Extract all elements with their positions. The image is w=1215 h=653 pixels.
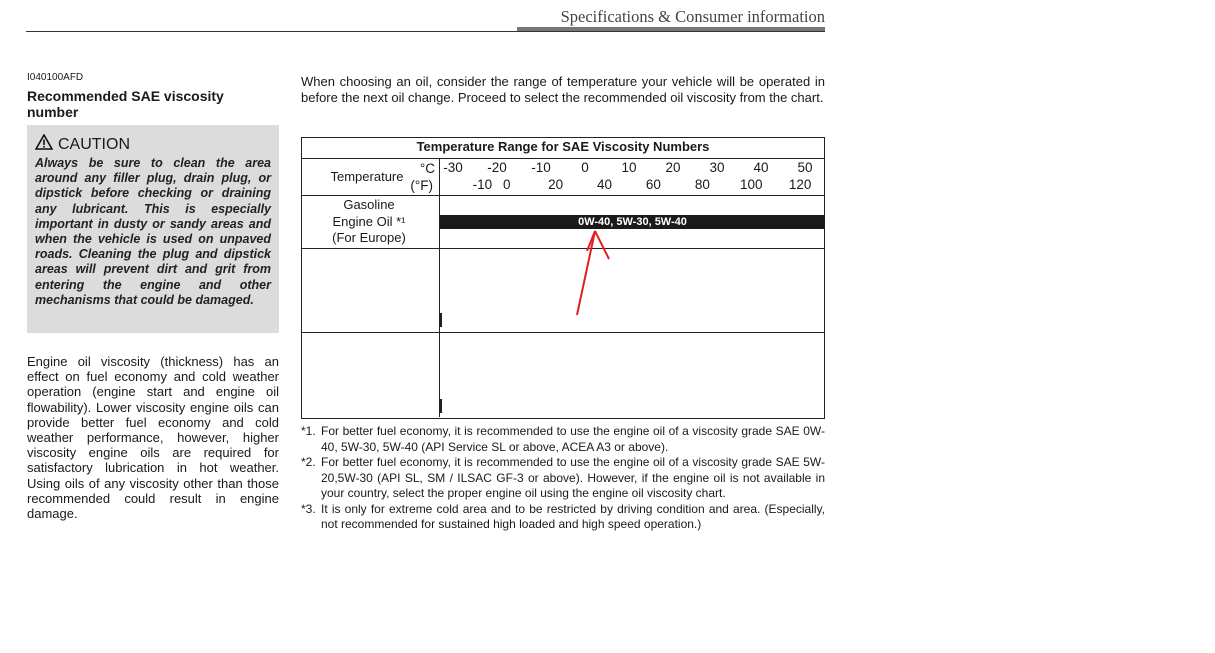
footnotes (301, 424, 825, 533)
chart-title: Temperature Range for SAE Viscosity Numbers (416, 139, 710, 154)
section-title: Recommended SAE viscosity number (27, 88, 224, 120)
fahrenheit-tick-label: 120 (788, 177, 812, 192)
fahrenheit-tick-label: -10 (472, 177, 493, 192)
fahrenheit-tick-label: 100 (739, 177, 763, 192)
celsius-tick-label: -20 (487, 160, 507, 175)
row-marker (439, 399, 442, 413)
fahrenheit-unit: (°F) (410, 178, 433, 193)
warning-triangle-icon (35, 134, 58, 155)
row-label-line: Engine Oil *¹ (332, 213, 406, 229)
row2-divider (301, 332, 825, 333)
celsius-tick-label: 40 (753, 160, 769, 175)
fahrenheit-tick-label: 20 (548, 177, 564, 192)
footnote (301, 502, 825, 533)
caution-label: CAUTION (58, 135, 130, 153)
row1-divider (301, 248, 825, 249)
celsius-tick-label: 30 (709, 160, 725, 175)
caution-heading (35, 134, 130, 155)
viscosity-grade-label: 0W-40, 5W-30, 5W-40 (578, 216, 687, 228)
header-divider (301, 195, 825, 196)
red-arrow-annotation (571, 227, 631, 317)
footnote-mark: *1. (301, 424, 316, 438)
celsius-tick-label: 50 (797, 160, 813, 175)
footnote-text: It is only for extreme cold area and to be restricted by driving condition and area. (Especially, not recommended for sustained high loaded and high speed operation.) (321, 501, 825, 531)
celsius-tick-label: 10 (621, 160, 637, 175)
row-marker (439, 313, 442, 327)
temperature-label: Temperature (330, 169, 404, 184)
footnote-text: For better fuel economy, it is recommended to use the engine oil of a viscosity grade SAE 0W-40, 5W-30, 5W-40 (API Service SL or above, ACEA A3 or above). (321, 424, 825, 454)
document-code: I040100AFD (27, 72, 84, 83)
footnote-text: For better fuel economy, it is recommended to use the engine oil of a viscosity grade SAE 5W-20,5W-30 (API SL, SM / ILSAC GF-3 or above). However, if the engine oil is not available in your country, select the proper engine oil using the engine oil viscosity chart. (321, 455, 825, 500)
page-header-title: Specifications & Consumer information (560, 7, 825, 26)
fahrenheit-tick-label: 40 (597, 177, 613, 192)
label-column-divider (439, 158, 440, 417)
row-label-line: (For Europe) (332, 230, 406, 245)
caution-text: Always be sure to clean the area around any filler plug, drain plug, or dipstick before checking or draining any lubricant. This is especially important in dusty or sandy areas and when the vehicle is used on unpaved roads. Cleaning the plug and dipstick areas will prevent dirt and grit from entering the engine and other mechanisms that could be damaged. (35, 156, 271, 307)
celsius-tick-label: 0 (581, 160, 589, 175)
intro-paragraph: When choosing an oil, consider the range of temperature your vehicle will be operated in before the next oil change. Proceed to select the recommended oil viscosity from the chart. (301, 74, 825, 105)
fahrenheit-tick-label: 80 (694, 177, 710, 192)
gasoline-oil-row-label (321, 197, 417, 247)
title-divider (301, 158, 825, 159)
footnote (301, 424, 825, 455)
footnote (301, 455, 825, 502)
header-rule (26, 31, 825, 32)
celsius-unit: °C (419, 161, 435, 176)
fahrenheit-tick-label: 60 (645, 177, 661, 192)
viscosity-chart (301, 137, 825, 419)
row-label-line: Gasoline (343, 197, 395, 212)
viscosity-paragraph: Engine oil viscosity (thickness) has an effect on fuel economy and cold weather operation (engine start and engine oil flowability). Lower viscosity engine oils can provide better fuel economy and cold weather performance, however, higher viscosity engine oils are required for satisfactory lubrication in hot weather. Using oils of any viscosity other than those recommended could result in engine damage. (27, 354, 279, 522)
fahrenheit-tick-label: 0 (503, 177, 511, 192)
footnote-mark: *3. (301, 501, 316, 516)
celsius-tick-label: -30 (443, 160, 463, 175)
celsius-tick-label: -10 (531, 160, 551, 175)
celsius-tick-label: 20 (665, 160, 681, 175)
footnote-mark: *2. (301, 455, 316, 469)
